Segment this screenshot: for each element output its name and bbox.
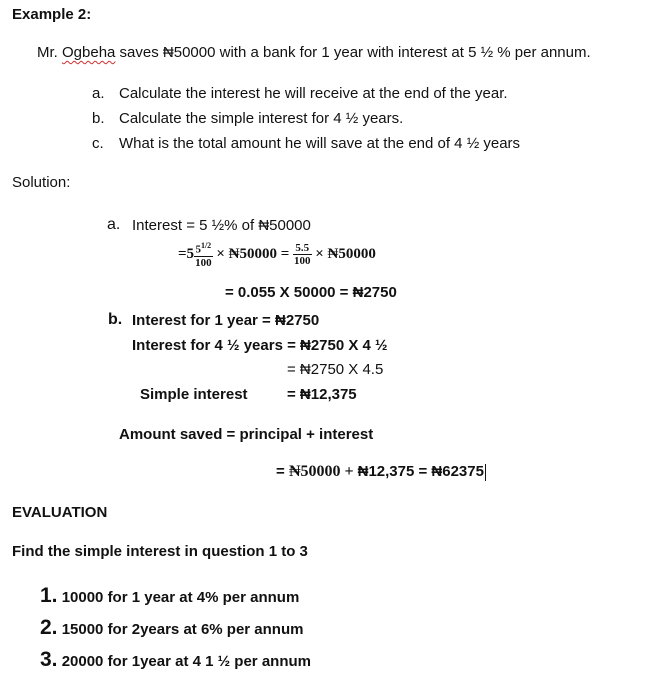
part-a-interest-line: Interest = 5 ½% of ₦50000 xyxy=(132,217,311,234)
evaluation-item-3 xyxy=(40,648,311,672)
question-c: What is the total amount he will save at the end of 4 ½ years xyxy=(119,135,521,152)
part-b-line2: Interest for 4 ½ years = ₦2750 X 4 ½ xyxy=(132,337,388,354)
simple-interest-value: = ₦12,375 xyxy=(287,386,357,403)
mixed-sub: 2 xyxy=(207,241,212,250)
fraction-mixed xyxy=(194,240,213,269)
mixed-whole: 5 xyxy=(195,243,201,256)
evaluation-item-1-number: 1. xyxy=(40,584,58,607)
part-a-result-text: = 0.055 X 50000 = ₦2750 xyxy=(225,284,397,301)
spellcheck-name: Ogbeha xyxy=(62,44,116,61)
evaluation-item-3-number: 3. xyxy=(40,648,58,671)
evaluation-heading: EVALUATION xyxy=(12,504,108,521)
evaluation-item-2-text: 15000 for 2years at 6% per annum xyxy=(61,621,304,638)
amount-eq-lead: = xyxy=(276,463,289,480)
part-b-marker: b. xyxy=(108,311,123,328)
example-heading: Example 2: xyxy=(12,6,92,23)
amount-formula: Amount saved = principal + interest xyxy=(119,426,374,443)
fraction-decimal-denominator: 100 xyxy=(294,254,311,267)
amount-eq-principal: ₦50000 + xyxy=(288,463,358,480)
evaluation-item-2-number: 2. xyxy=(40,616,58,639)
part-a-result xyxy=(225,284,397,301)
evaluation-item-3-text: 20000 for 1year at 4 1 ½ per annum xyxy=(61,653,311,670)
question-b: Calculate the simple interest for 4 ½ years. xyxy=(119,110,404,127)
question-a-marker: a. xyxy=(92,85,105,102)
evaluation-item-1-text: 10000 for 1 year at 4% per annum xyxy=(61,589,300,606)
problem-text-end: saves ₦50000 with a bank for 1 year with interest at 5 ½ % per annum. xyxy=(115,44,591,61)
eq-lead: =5 xyxy=(178,245,195,262)
problem-statement xyxy=(37,44,591,61)
part-a-marker: a. xyxy=(107,216,121,233)
eq-times-amount-2: × ₦50000 xyxy=(315,245,376,262)
mixed-sup: 1 xyxy=(200,241,205,250)
simple-interest-label: Simple interest xyxy=(140,386,248,403)
evaluation-instruction: Find the simple interest in question 1 to 3 xyxy=(12,543,308,560)
fraction-decimal xyxy=(293,242,312,267)
part-b-line1: Interest for 1 year = ₦2750 xyxy=(132,312,320,329)
evaluation-item-2 xyxy=(40,616,303,640)
problem-text-start: Mr. xyxy=(37,44,62,61)
question-c-marker: c. xyxy=(92,135,104,152)
evaluation-item-1 xyxy=(40,584,299,608)
text-cursor xyxy=(485,464,486,481)
fraction-decimal-numerator: 5.5 xyxy=(293,242,312,255)
part-a-equation xyxy=(178,240,376,269)
fraction-mixed-numerator: $5^{1/2}$ xyxy=(195,241,212,256)
question-b-marker: b. xyxy=(92,110,105,127)
amount-eq-total: ₦12,375 = ₦62375 xyxy=(357,463,484,480)
fraction-mixed-denominator: 100 xyxy=(195,256,212,269)
amount-equation xyxy=(276,463,486,481)
part-b-line3: = ₦2750 X 4.5 xyxy=(287,361,384,378)
eq-times-amount-1: × ₦50000 = xyxy=(216,245,290,262)
solution-label: Solution: xyxy=(12,174,71,191)
question-a: Calculate the interest he will receive at the end of the year. xyxy=(119,85,508,102)
